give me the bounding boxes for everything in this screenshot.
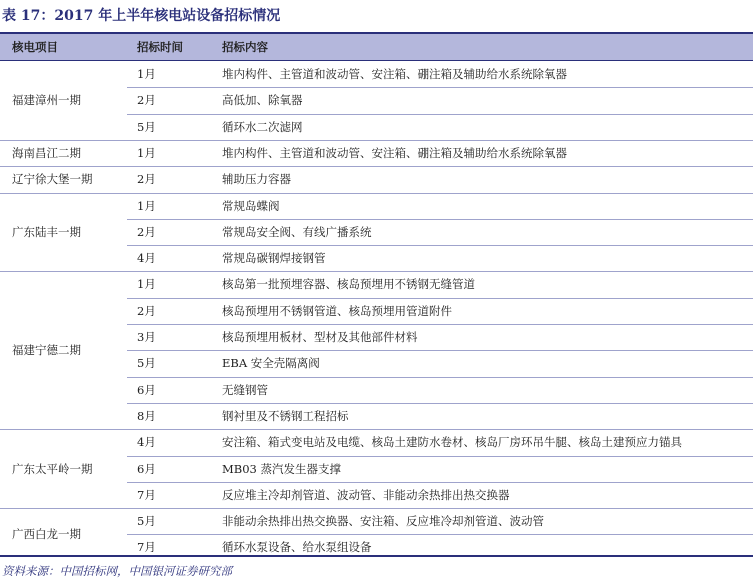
tender-time: 1月 xyxy=(137,198,156,213)
table-header xyxy=(0,34,753,60)
tender-content: 高低加、除氧器 xyxy=(222,93,303,108)
tender-time: 2月 xyxy=(137,303,156,318)
table-row xyxy=(0,87,753,113)
table-row xyxy=(0,245,753,271)
table-row xyxy=(0,166,753,192)
tender-content: 常规岛安全阀、有线广播系统 xyxy=(222,224,372,239)
table-row xyxy=(0,61,753,87)
project-name: 辽宁徐大堡一期 xyxy=(12,172,93,187)
header-content: 招标内容 xyxy=(222,40,268,54)
tender-content: 堆内构件、主管道和波动管、安注箱、硼注箱及辅助给水系统除氧器 xyxy=(222,145,567,160)
tender-content: 核岛预埋用不锈钢管道、核岛预埋用管道附件 xyxy=(222,303,452,318)
tender-content: 循环水二次滤网 xyxy=(222,119,303,134)
table-row xyxy=(0,350,753,376)
tender-time: 5月 xyxy=(137,119,156,134)
table-row xyxy=(0,429,753,455)
project-name: 广东太平岭一期 xyxy=(12,461,93,476)
tender-content: 常规岛蝶阀 xyxy=(222,198,280,213)
table-row xyxy=(0,456,753,482)
tender-content: 无缝钢管 xyxy=(222,382,268,397)
tender-time: 1月 xyxy=(137,145,156,160)
tender-content: 核岛第一批预埋容器、核岛预埋用不锈钢无缝管道 xyxy=(222,277,475,292)
tender-time: 1月 xyxy=(137,277,156,292)
table-row xyxy=(0,482,753,508)
tender-content: 钢衬里及不锈钢工程招标 xyxy=(222,408,349,423)
tender-time: 1月 xyxy=(137,67,156,81)
table-row xyxy=(0,219,753,245)
project-name: 广西白龙一期 xyxy=(12,527,81,542)
table-row xyxy=(0,324,753,350)
tender-time: 4月 xyxy=(137,435,156,450)
table-row xyxy=(0,193,753,219)
tender-time: 7月 xyxy=(137,540,156,555)
project-name: 福建宁德二期 xyxy=(12,343,81,358)
table-row xyxy=(0,403,753,429)
tender-content: EBA 安全壳隔离阀 xyxy=(222,356,320,371)
table-row xyxy=(0,271,753,297)
tender-time: 7月 xyxy=(137,487,156,502)
tender-time: 6月 xyxy=(137,382,156,397)
tender-content: 堆内构件、主管道和波动管、安注箱、硼注箱及辅助给水系统除氧器 xyxy=(222,67,567,81)
tender-content: 循环水泵设备、给水泵组设备 xyxy=(222,540,372,555)
tender-time: 3月 xyxy=(137,330,156,344)
bottom-rule xyxy=(0,555,753,557)
tender-time: 8月 xyxy=(137,408,156,423)
tender-content: 核岛预埋用板材、型材及其他部件材料 xyxy=(222,330,418,344)
tender-time: 2月 xyxy=(137,172,156,187)
table-title: 表 17：2017 年上半年核电站设备招标情况 xyxy=(2,8,281,24)
tender-content: 辅助压力容器 xyxy=(222,172,291,187)
tender-time: 4月 xyxy=(137,251,156,266)
table-row xyxy=(0,298,753,324)
table-row xyxy=(0,140,753,166)
tender-time: 5月 xyxy=(137,356,156,371)
tender-time: 2月 xyxy=(137,224,156,239)
table-row xyxy=(0,377,753,403)
table-row xyxy=(0,114,753,140)
tender-content: 安注箱、箱式变电站及电缆、核岛土建防水卷材、核岛厂房环吊牛腿、核岛土建预应力锚具 xyxy=(222,435,682,450)
tender-content: MB03 蒸汽发生器支撑 xyxy=(222,461,342,476)
tender-time: 5月 xyxy=(137,514,156,529)
header-project: 核电项目 xyxy=(12,40,58,54)
tender-time: 6月 xyxy=(137,461,156,476)
tender-content: 常规岛碳钢焊接钢管 xyxy=(222,251,326,266)
project-name: 福建漳州一期 xyxy=(12,93,81,108)
header-time: 招标时间 xyxy=(137,40,183,54)
tender-time: 2月 xyxy=(137,93,156,108)
project-name: 海南昌江二期 xyxy=(12,146,81,161)
tender-content: 反应堆主冷却剂管道、波动管、非能动余热排出热交换器 xyxy=(222,487,510,502)
source-note: 资料来源：中国招标网，中国银河证券研究部 xyxy=(2,564,232,578)
project-name: 广东陆丰一期 xyxy=(12,224,81,239)
tender-content: 非能动余热排出热交换器、安注箱、反应堆冷却剂管道、波动管 xyxy=(222,514,544,529)
table-row xyxy=(0,508,753,534)
